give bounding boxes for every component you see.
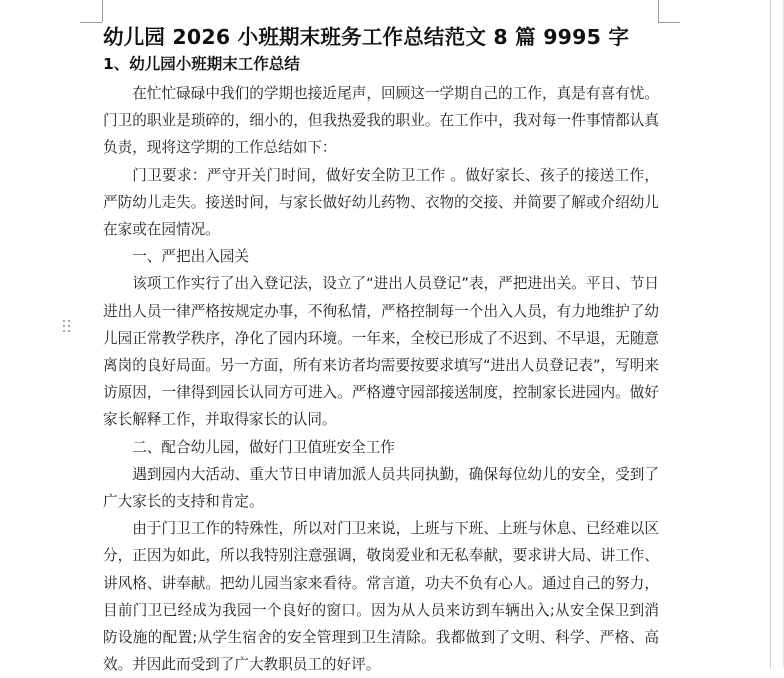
crop-mark-top-left <box>80 22 102 23</box>
paragraph: 该项工作实行了出入登记法，设立了“进出人员登记”表，严把进出关。平日、节日进出人员一律严格按规定办事，不徇私情，严格控制每一个出入人员，有力地维护了幼儿园正常教学秩序，净化了园内环境。一年来，全校已形成了不迟到、不早退，无随意离岗的良好局面。另一方面，所有来访者均需要按要求填写“进出人员登记表”，写明来访原因，一律得到园长认同方可进入。严格遵守园部接送制度，控制家长进园内。做好家长解释工作，并取得家长的认同。 <box>103 275 659 429</box>
document-body[interactable] <box>103 22 659 678</box>
document-title: 幼儿园 2026 小班期末班务工作总结范文 8 篇 9995 字 <box>103 25 630 49</box>
paragraph: 遇到园内大活动、重大节日申请加派人员共同执勤，确保每位幼儿的安全，受到了广大家长的支持和肯定。 <box>103 465 659 511</box>
crop-mark-top-left <box>102 0 103 22</box>
subheading: 二、配合幼儿园，做好门卫值班安全工作 <box>132 438 395 456</box>
section-heading: 1、幼儿园小班期末工作总结 <box>103 55 300 73</box>
page-edge-line <box>770 0 771 668</box>
drag-handle-icon[interactable] <box>63 320 71 334</box>
paragraph: 在忙忙碌碌中我们的学期也接近尾声，回顾这一学期自己的工作，真是有喜有忧。门卫的职业是琐碎的，细小的，但我热爱我的职业。在工作中，我对每一件事情都认真负责，现将这学期的工作总结如下： <box>103 85 659 157</box>
subheading: 一、严把出入园关 <box>132 248 249 266</box>
crop-mark-top-right <box>658 0 659 22</box>
paragraph: 门卫要求：严守开关门时间，做好安全防卫工作 。做好家长、孩子的接送工作，严防幼儿走失。接送时间，与家长做好幼儿药物、衣物的交接、并简要了解或介绍幼儿在家或在园情况。 <box>103 166 659 239</box>
paragraph: 由于门卫工作的特殊性，所以对门卫来说，上班与下班、上班与休息、已经难以区分，正因为如此，所以我特别注意强调，敬岗爱业和无私奉献，要求讲大局、讲工作、讲风格、讲奉献。把幼儿园当家来看待。常言道，功夫不负有心人。通过自己的努力，目前门卫已经成为我园一个良好的窗口。因为从人员来访到车辆出入;从安全保卫到消防设施的配置;从学生宿舍的安全管理到卫生清除。我都做到了文明、科学、严格、高效。并因此而受到了广大教职员工的好评。 <box>103 520 659 674</box>
crop-mark-top-right <box>658 22 680 23</box>
